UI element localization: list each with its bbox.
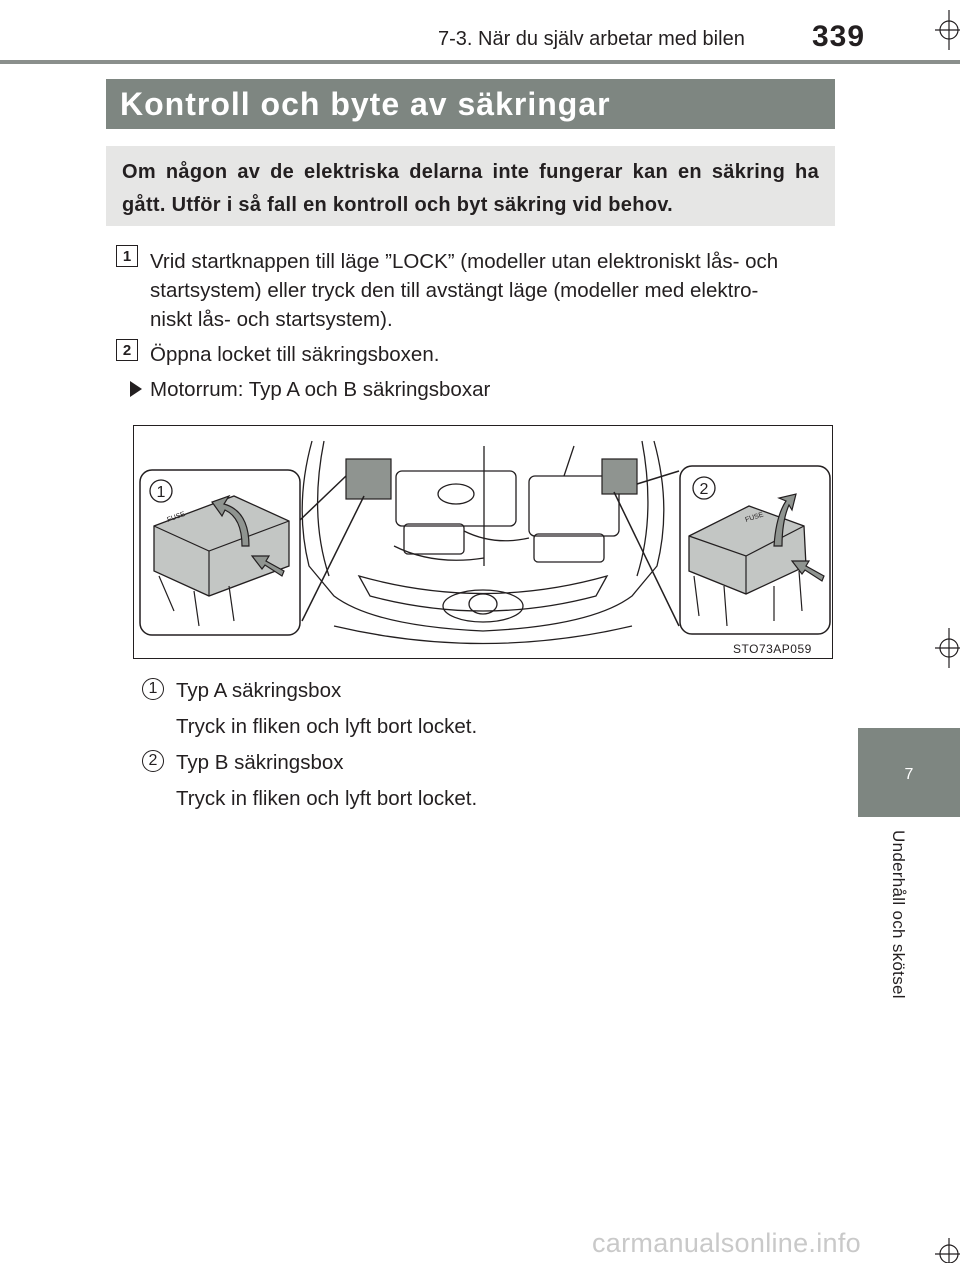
caption-2-title: Typ B säkringsbox xyxy=(176,751,344,774)
chapter-number: 7 xyxy=(904,766,914,783)
figure-code: STO73AP059 xyxy=(733,642,812,656)
registration-mark-top xyxy=(935,10,960,50)
registration-mark-bottom xyxy=(935,1238,960,1263)
bullet-triangle-icon xyxy=(130,381,142,397)
intro-box: Om någon av de elektriska delarna inte fungerar kan en säkring ha gått. Utför i så fall en kontroll och byt säkring vid behov. xyxy=(106,146,835,226)
engine-bay-drawing xyxy=(134,426,832,658)
bullet-text: Motorrum: Typ A och B säkringsboxar xyxy=(150,378,491,401)
caption-2-number: 2 xyxy=(142,750,164,772)
engine-bay-illustration xyxy=(133,425,833,659)
step-1-line-3: niskt lås- och startsystem). xyxy=(150,308,393,331)
page-number: 339 xyxy=(812,20,866,53)
caption-2-desc: Tryck in fliken och lyft bort locket. xyxy=(176,787,478,810)
step-1-line-2: startsystem) eller tryck den till avstängt läge (modeller med elektro- xyxy=(150,279,759,302)
section-title: 7-3. När du själv arbetar med bilen xyxy=(438,28,745,50)
chapter-label: Underhåll och skötsel xyxy=(889,830,908,999)
registration-mark-right xyxy=(935,628,960,668)
right-cover-text: FUSE xyxy=(744,511,765,524)
caption-1-number: 1 xyxy=(142,678,164,700)
step-1-line-1: Vrid startknappen till läge ”LOCK” (modeller utan elektroniskt lås- och xyxy=(150,250,779,273)
page-title: Kontroll och byte av säkringar xyxy=(106,79,835,129)
step-2-text: Öppna locket till säkringsboxen. xyxy=(150,343,440,366)
caption-1-desc: Tryck in fliken och lyft bort locket. xyxy=(176,715,478,738)
left-cover-text: FUSE xyxy=(166,510,187,524)
caption-1-title: Typ A säkringsbox xyxy=(176,679,342,702)
header-rule xyxy=(0,60,960,64)
callout-2-label: 2 xyxy=(699,481,709,498)
callout-1-label: 1 xyxy=(156,484,166,501)
step-1-number: 1 xyxy=(116,245,138,267)
watermark: carmanualsonline.info xyxy=(592,1228,861,1258)
step-1-text xyxy=(150,247,840,334)
step-2-number: 2 xyxy=(116,339,138,361)
